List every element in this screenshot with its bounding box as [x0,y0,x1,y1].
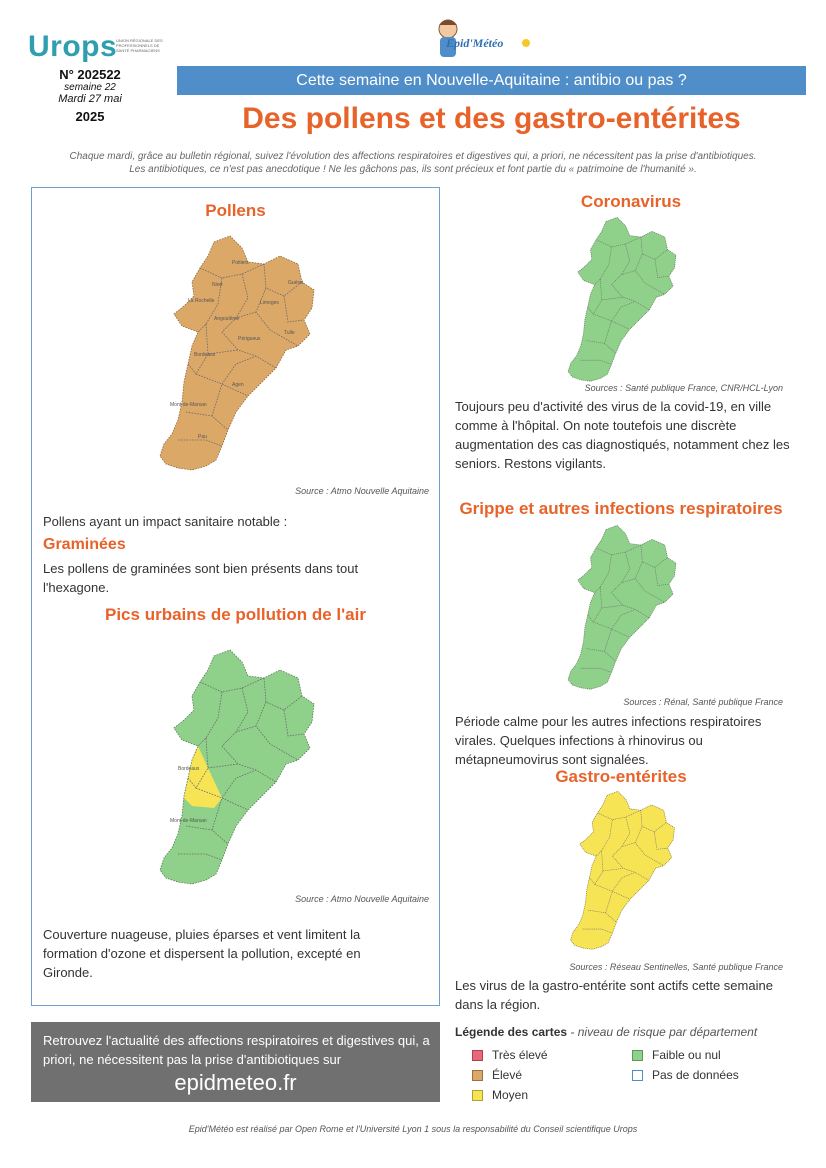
map-label: Niort [212,282,223,288]
map-label: Mont-de-Marsan [170,818,207,824]
gastro-source: Sources : Réseau Sentinelles, Santé publique France [569,962,783,972]
coronavirus-map [562,216,682,384]
pollens-map [152,234,322,474]
gastro-text: Les virus de la gastro-entérite sont actifs cette semaine dans la région. [455,978,773,1012]
promo-text: Retrouvez l'actualité des affections respiratoires et digestives qui, a priori, ne nécessitent pas la prise d'antibiotiques sur [43,1033,430,1067]
coronavirus-heading: Coronavirus [580,192,682,211]
legend-item-eleve [472,1068,522,1082]
issue-date: Mardi 27 mai [58,93,122,105]
grippe-heading: Grippe et autres infections respiratoires [459,499,783,518]
legend-label: Moyen [492,1088,529,1102]
legend-swatch [632,1050,643,1061]
grippe-source: Sources : Rénal, Santé publique France [623,697,783,707]
grippe-text: Période calme pour les autres infections respiratoires virales. Quelques infections à rhinovirus ou métapneumovirus sont signalées. [455,714,762,767]
issue-number: N° 202522 [59,67,121,82]
map-label: Agen [232,382,244,388]
map-label: Guéret [288,280,304,286]
map-label: Limoges [260,300,279,306]
map-label: Périgueux [238,336,261,342]
legend-item-moyen [472,1088,528,1102]
map-label: Bordeaux [178,766,200,772]
pollens-source: Source : Atmo Nouvelle Aquitaine [295,486,429,496]
graminees-heading: Graminées [43,536,126,553]
pollution-source: Source : Atmo Nouvelle Aquitaine [295,894,429,904]
gastro-heading: Gastro-entérites [555,767,687,786]
legend-swatch [632,1070,643,1081]
map-label: Pau [198,434,207,440]
legend-swatch [472,1090,483,1101]
graminees-text: Les pollens de graminées sont bien présents dans tout l'hexagone. [43,561,359,595]
map-label: Angoulême [214,316,240,322]
epidmeteo-link[interactable]: epidmeteo.fr [174,1070,297,1095]
epidmeteo-promo-box [31,1022,440,1102]
coronavirus-source: Sources : Santé publique France, CNR/HCL-Lyon [584,383,783,393]
map-label: Mont-de-Marsan [170,402,207,408]
map-label: La Rochelle [188,298,215,304]
pollution-text: Couverture nuageuse, pluies éparses et vent limitent la formation d'ozone et dispersent la pollution, excepté en Gironde. [43,927,361,980]
page-title: Des pollens et des gastro-entérites [242,102,741,135]
legend-label: Très élevé [492,1048,548,1062]
intro-line-1: Chaque mardi, grâce au bulletin régional, suivez l'évolution des affections respiratoires et digestives qui, a priori, ne nécessitent pas la prise d'antibiotiques. [69,151,757,162]
intro-text [20,150,806,176]
header-banner: Cette semaine en Nouvelle-Aquitaine : antibio ou pas ? [177,66,806,95]
issue-year: 2025 [75,109,105,124]
issue-info [40,67,140,124]
intro-line-2: Les antibiotiques, ce n'est pas anecdotique ! Ne les gâchons pas, ils sont précieux et font partie du « patrimoine de l'humanité ». [129,164,697,175]
legend-swatch [472,1070,483,1081]
pollution-map [152,648,322,888]
legend-title [455,1025,757,1039]
legend-label: Élevé [492,1068,523,1082]
legend-label: Faible ou nul [652,1048,721,1062]
legend-item-faible [632,1048,721,1062]
legend-title-bold: Légende des cartes [455,1025,568,1039]
colophon: Epid'Météo est réalisé par Open Rome et l'Université Lyon 1 sous la responsabilité du Conseil scientifique Urops [188,1124,638,1134]
coronavirus-text: Toujours peu d'activité des virus de la covid-19, en ville comme à l'hôpital. On note toutefois une discrète augmentation des cas diagnostiqués, notamment chez les seniors. Restons vigilants. [455,399,790,471]
grippe-map [562,524,682,692]
epidmeteo-logo-text: Epid'Météo [446,36,504,50]
legend-item-tres-eleve [472,1048,548,1062]
map-label: Tulle [284,330,295,336]
map-label: Bordeaux [194,352,216,358]
legend-item-pas-de-donnees [632,1068,739,1082]
pollens-heading: Pollens [205,201,266,220]
issue-week: semaine 22 [64,82,116,93]
pollution-heading: Pics urbains de pollution de l'air [105,605,366,624]
legend-label: Pas de données [652,1068,739,1082]
gastro-map [565,790,680,952]
map-label: Poitiers [232,260,249,266]
pollens-impact-text: Pollens ayant un impact sanitaire notable : [43,514,288,529]
legend-subtitle: - niveau de risque par département [567,1025,758,1039]
urops-logo-subtitle: UNION RÉGIONALE DES PROFESSIONNELS DE SANTÉ PHARMACIENS [116,38,163,53]
legend-swatch [472,1050,483,1061]
urops-logo: Urops [28,30,118,63]
